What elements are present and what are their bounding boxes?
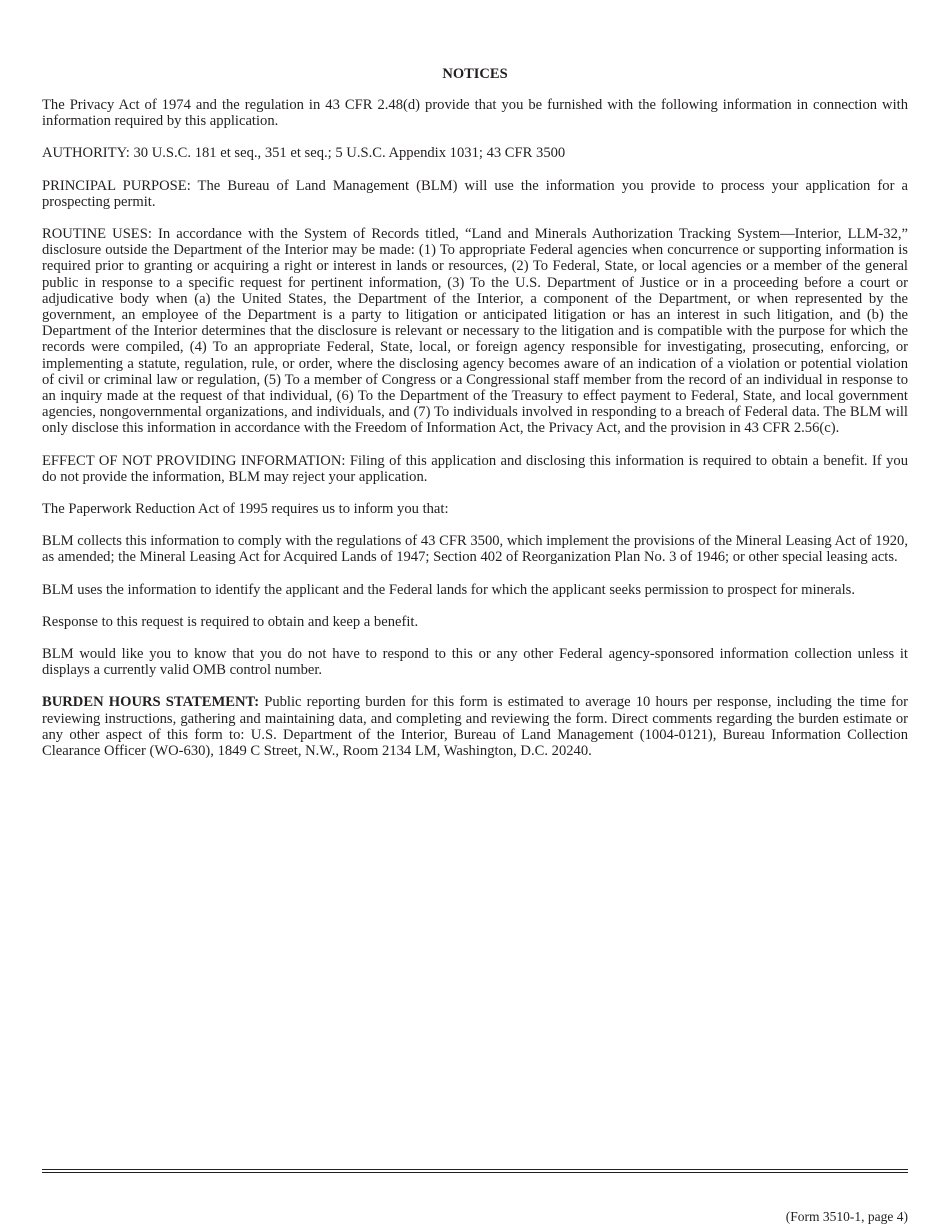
- blm-uses-paragraph: BLM uses the information to identify the applicant and the Federal lands for which the applicant seeks permission to prospect for minerals.: [42, 581, 855, 598]
- footer-double-rule: [42, 1169, 908, 1173]
- response-required-paragraph: Response to this request is required to obtain and keep a benefit.: [42, 613, 419, 630]
- burden-hours-text: Public reporting burden for this form is estimated to average 10 hours per response, including the time for reviewing instructions, gathering and maintaining data, and completing and reviewing the form. Direct comments regarding the burden estimate or any other aspect of this form to: U.S. Department of the Interior, Bureau of Land Management (1004-0121), Bureau Information Collection Clearance Officer (WO-630), 1849 C Street, N.W., Room 2134 LM, Washington, D.C. 20240.: [42, 694, 909, 760]
- privacy-act-intro: The Privacy Act of 1974 and the regulation in 43 CFR 2.48(d) provide that you be furnished with the following information in connection with information required by this application.: [42, 97, 908, 130]
- form-page: [42, 0, 908, 1230]
- routine-uses-paragraph: ROUTINE USES: In accordance with the System of Records titled, “Land and Minerals Authorization Tracking System—Interior, LLM-32,” disclosure outside the Department of the Interior may be made: (1) To appropriate Federal agencies when concurrence or supporting information is required prior to granting or acquiring a right or interest in lands or resources, (2) To Federal, State, or local agencies or a member of the general public in response to a specific request for pertinent information, (3) To the U.S. Department of Justice or in a proceeding before a court or adjudicative body when (a) the United States, the Department of the Interior, a component of the Department, or when represented by the government, an employee of the Department is a party to litigation or anticipated litigation or has an interest in such litigation, and (b) the Department of the Interior determines that the disclosure is relevant or necessary to the litigation and is compatible with the purpose for which the records were compiled, (4) To an appropriate Federal, State, local, or foreign agency responsible for investigating, prosecuting, enforcing, or implementing a statute, regulation, rule, or order, where the disclosing agency becomes aware of an indication of a violation or potential violation of civil or criminal law or regulation, (5) To a member of Congress or a Congressional staff member from the record of an individual in response to an inquiry made at the request of that individual, (6) To the Department of the Treasury to effect payment to Federal, State, and local government agencies, nongovernmental organizations, and individuals, and (7) To individuals involved in responding to a breach of Federal data. The BLM will only disclose this information in accordance with the Freedom of Information Act, the Privacy Act, and the provision in 43 CFR 2.56(c).: [42, 226, 908, 437]
- blm-collects-paragraph: BLM collects this information to comply with the regulations of 43 CFR 3500, which implement the provisions of the Mineral Leasing Act of 1920, as amended; the Mineral Leasing Act for Acquired Lands of 1947; Section 402 of Reorganization Plan No. 3 of 1946; or other special leasing acts.: [42, 533, 908, 566]
- principal-purpose-paragraph: PRINCIPAL PURPOSE: The Bureau of Land Management (BLM) will use the information you provide to process your application for a prospecting permit.: [42, 177, 908, 210]
- burden-hours-label: BURDEN HOURS STATEMENT:: [42, 694, 260, 711]
- burden-hours-paragraph: [42, 694, 908, 759]
- page-title: NOTICES: [442, 66, 508, 82]
- authority-paragraph: AUTHORITY: 30 U.S.C. 181 et seq., 351 et seq.; 5 U.S.C. Appendix 1031; 43 CFR 3500: [42, 145, 566, 162]
- paperwork-reduction-intro: The Paperwork Reduction Act of 1995 requires us to inform you that:: [42, 501, 449, 518]
- effect-of-not-providing-paragraph: EFFECT OF NOT PROVIDING INFORMATION: Filing of this application and disclosing this information is required to obtain a benefit. If you do not provide the information, BLM may reject your application.: [42, 452, 908, 485]
- omb-notice-paragraph: BLM would like you to know that you do not have to respond to this or any other Federal agency-sponsored information collection unless it displays a currently valid OMB control number.: [42, 646, 908, 679]
- notices-body: [42, 97, 908, 775]
- form-page-number: (Form 3510-1, page 4): [785, 1209, 908, 1224]
